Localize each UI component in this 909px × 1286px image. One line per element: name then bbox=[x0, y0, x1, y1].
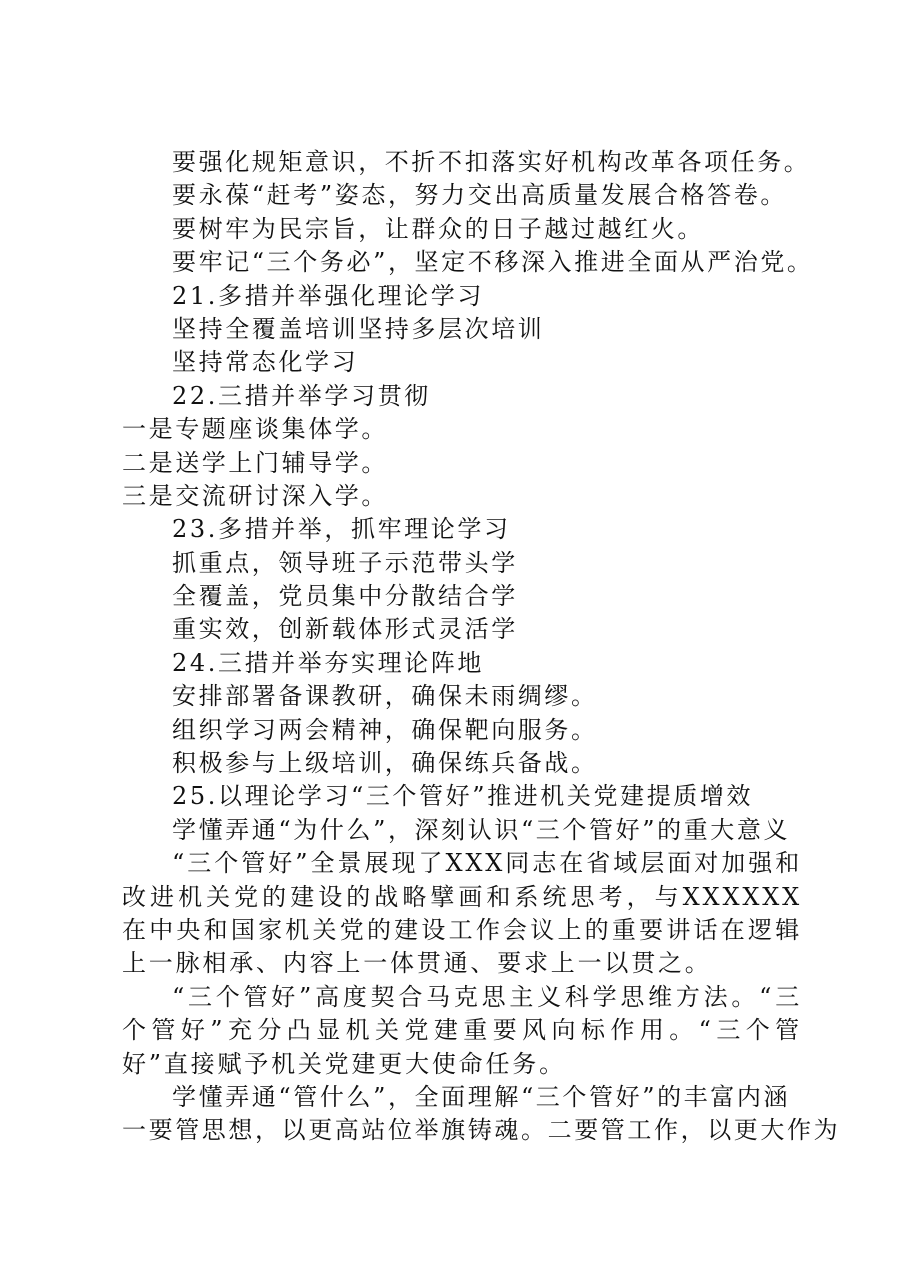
text-line: 三是交流研讨深入学。 bbox=[122, 481, 388, 510]
section-heading: 21.多措并举强化理论学习 bbox=[172, 281, 484, 310]
section-heading: 22.三措并举学习贯彻 bbox=[172, 381, 431, 410]
text-line: 全覆盖，党员集中分散结合学 bbox=[172, 582, 518, 611]
text-line: 学懂弄通“为什么”，深刻认识“三个管好”的重大意义 bbox=[172, 815, 791, 844]
text-line: 坚持全覆盖培训坚持多层次培训 bbox=[172, 314, 545, 343]
text-line: 重实效，创新载体形式灵活学 bbox=[172, 615, 518, 644]
text-line: 要牢记“三个务必”，坚定不移深入推进全面从严治党。 bbox=[172, 248, 814, 277]
text-line: 抓重点，领导班子示范带头学 bbox=[172, 548, 518, 577]
body-paragraph: “三个管好”全景展现了XXX同志在省域层面对加强和改进机关党的建设的战略擘画和系统思考，与XXXXXX在中央和国家机关党的建设工作会议上的重要讲话在逻辑上一脉相承、内容上一体贯通、要求上一以贯之。 bbox=[122, 849, 802, 978]
text-line: 二是送学上门辅导学。 bbox=[122, 448, 388, 477]
section-heading: 24.三措并举夯实理论阵地 bbox=[172, 648, 484, 677]
text-line: 坚持常态化学习 bbox=[172, 348, 359, 377]
text-line: 要树牢为民宗旨，让群众的日子越过越红火。 bbox=[172, 214, 704, 243]
text-line: 要强化规矩意识，不折不扣落实好机构改革各项任务。 bbox=[172, 148, 811, 176]
text-line: 学懂弄通“管什么”，全面理解“三个管好”的丰富内涵 bbox=[172, 1083, 791, 1112]
text-line: 安排部署备课教研，确保未雨绸缪。 bbox=[172, 682, 598, 711]
text-line: 一是专题座谈集体学。 bbox=[122, 415, 388, 444]
document-page bbox=[122, 146, 841, 1148]
section-heading: 23.多措并举，抓牢理论学习 bbox=[172, 515, 511, 544]
section-heading: 25.以理论学习“三个管好”推进机关党建提质增效 bbox=[172, 782, 754, 811]
body-paragraph: “三个管好”高度契合马克思主义科学思维方法。“三个管好”充分凸显机关党建重要风向标作用。“三个管好”直接赋予机关党建更大使命任务。 bbox=[122, 982, 802, 1078]
text-line: 一要管思想，以更高站位举旗铸魂。二要管工作，以更大作为 bbox=[122, 1116, 841, 1145]
text-line: 组织学习两会精神，确保靶向服务。 bbox=[172, 715, 598, 744]
text-line: 积极参与上级培训，确保练兵备战。 bbox=[172, 749, 598, 778]
text-line: 要永葆“赶考”姿态，努力交出高质量发展合格答卷。 bbox=[172, 181, 787, 210]
